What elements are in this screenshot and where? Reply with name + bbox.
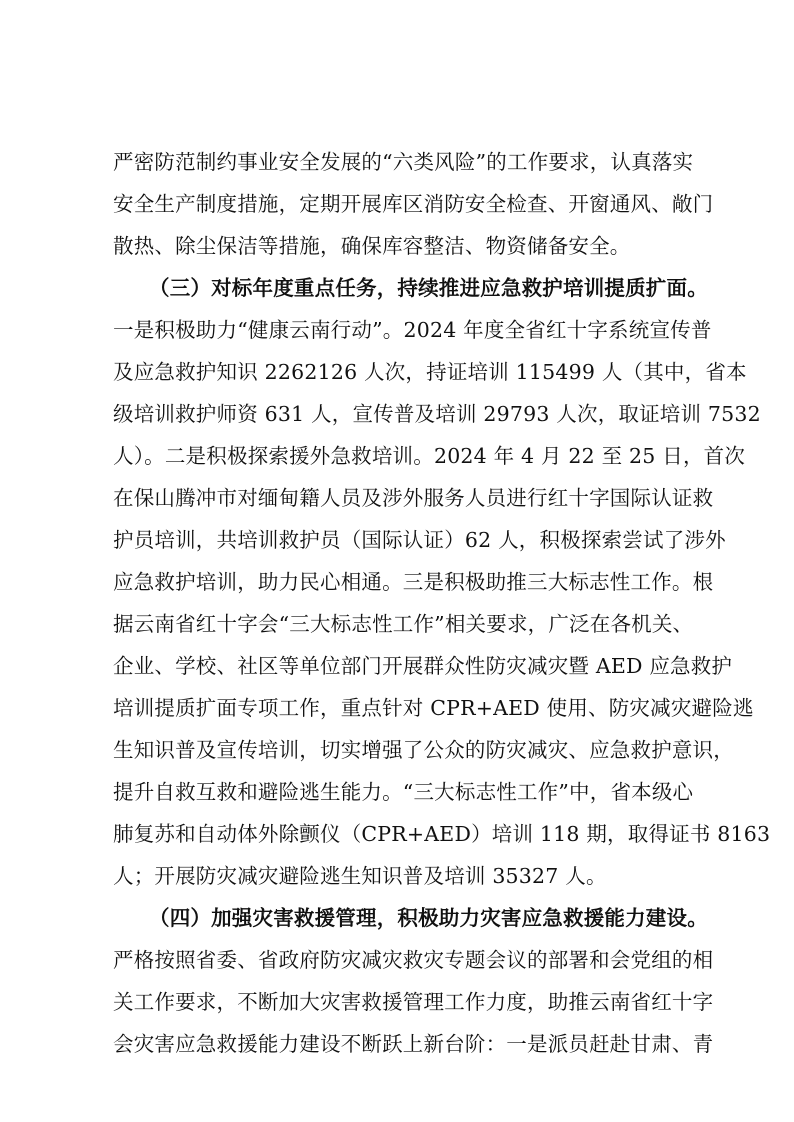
body-text-line: 关工作要求，不断加大灾害救援管理工作力度，助推云南省红十字: [113, 990, 714, 1014]
body-text-line: 培训提质扩面专项工作，重点针对 CPR+AED 使用、防灾减灾避险逃: [113, 696, 754, 720]
body-text-line: 在保山腾冲市对缅甸籍人员及涉外服务人员进行红十字国际认证救: [113, 486, 714, 510]
body-text-line: 据云南省红十字会“三大标志性工作”相关要求，广泛在各机关、: [113, 612, 694, 636]
body-text-line: 安全生产制度措施，定期开展库区消防安全检查、开窗通风、敞门: [113, 192, 714, 216]
body-text-line: 级培训救护师资 631 人，宣传普及培训 29793 人次，取证培训 7532: [113, 402, 761, 426]
body-text-line: 提升自救互救和避险逃生能力。“三大标志性工作”中，省本级心: [113, 780, 694, 804]
section-heading-three: （三）对标年度重点任务，持续推进应急救护培训提质扩面。: [149, 276, 708, 300]
body-text-line: 肺复苏和自动体外除颤仪（CPR+AED）培训 118 期，取得证书 8163: [113, 822, 771, 846]
body-text-line: 一是积极助力“健康云南行动”。2024 年度全省红十字系统宣传普: [113, 318, 712, 342]
body-text-line: 企业、学校、社区等单位部门开展群众性防灾减灾暨 AED 应急救护: [113, 654, 733, 678]
body-text-line: 人）。二是积极探索援外急救培训。2024 年 4 月 22 至 25 日，首次: [113, 444, 746, 468]
body-text-line: 护员培训，共培训救护员（国际认证）62 人，积极探索尝试了涉外: [113, 528, 726, 552]
body-text-line: 应急救护培训，助力民心相通。三是积极助推三大标志性工作。根: [113, 570, 714, 594]
body-text-line: 及应急救护知识 2262126 人次，持证培训 115499 人（其中，省本: [113, 360, 747, 384]
section-heading-four: （四）加强灾害救援管理，积极助力灾害应急救援能力建设。: [149, 906, 708, 930]
body-text-line: 会灾害应急救援能力建设不断跃上新台阶：一是派员赶赴甘肃、青: [113, 1032, 714, 1056]
body-text-line: 严格按照省委、省政府防灾减灾救灾专题会议的部署和会党组的相: [113, 948, 714, 972]
body-text-line: 散热、除尘保洁等措施，确保库容整洁、物资储备安全。: [113, 234, 631, 258]
body-text-line: 生知识普及宣传培训，切实增强了公众的防灾减灾、应急救护意识，: [113, 738, 734, 762]
body-text-line: 人；开展防灾减灾避险逃生知识普及培训 35327 人。: [113, 864, 607, 888]
body-text-line: 严密防范制约事业安全发展的“六类风险”的工作要求，认真落实: [113, 150, 694, 174]
